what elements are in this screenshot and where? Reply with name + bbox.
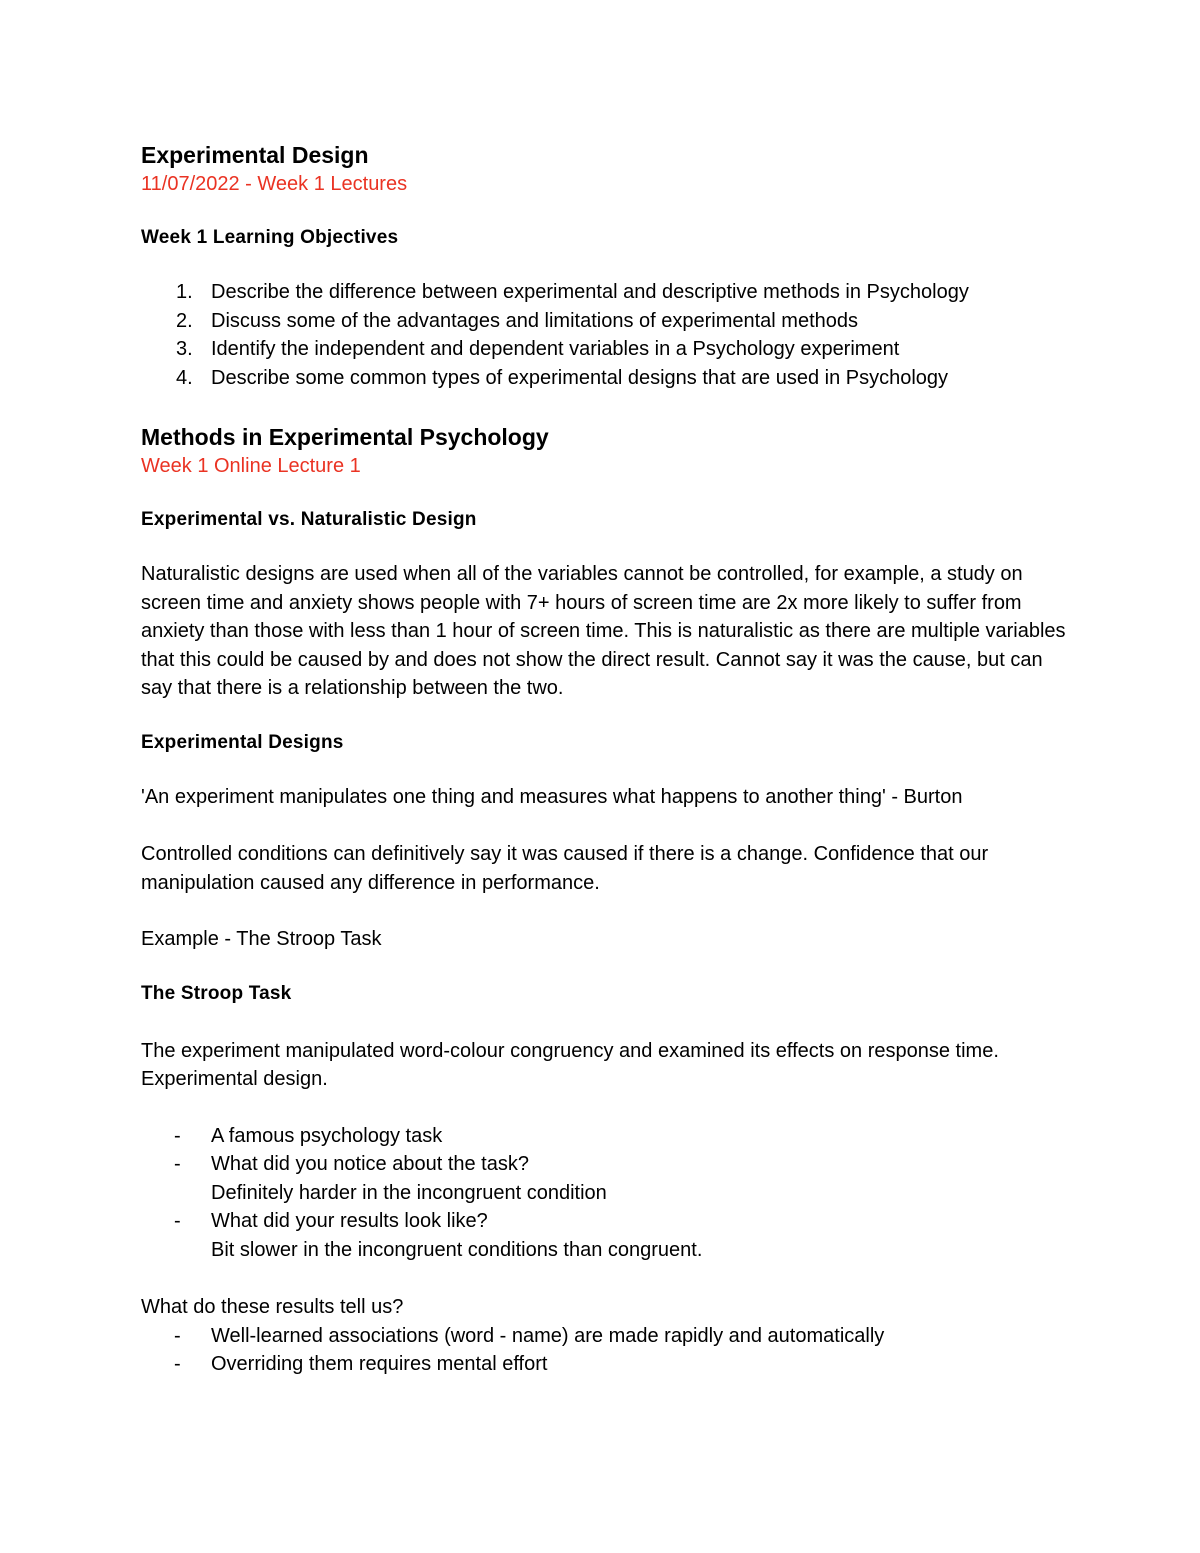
example-line: Example - The Stroop Task	[141, 928, 382, 950]
list-item	[141, 1207, 1071, 1264]
results-question: What do these results tell us?	[141, 1296, 404, 1318]
list-number: 1.	[176, 281, 193, 303]
bullet-dash: -	[174, 1324, 181, 1347]
document-title: Experimental Design	[141, 142, 369, 168]
list-text: Overriding them requires mental effort	[211, 1353, 548, 1375]
section-subtitle: Week 1 Online Lecture 1	[141, 455, 361, 477]
objectives-list	[141, 278, 1071, 392]
list-continuation: Bit slower in the incongruent conditions than congruent.	[211, 1238, 703, 1261]
bullet-dash: -	[174, 1153, 181, 1175]
date-line: 11/07/2022 - Week 1 Lectures	[141, 173, 408, 195]
list-number: 2.	[176, 309, 193, 332]
list-item	[141, 278, 1071, 307]
list-item	[141, 1350, 1071, 1379]
controlled-paragraph: Controlled conditions can definitively say it was caused if there is a change. Confidence that our manipulation caused any difference in performance.	[141, 843, 989, 894]
list-text: Describe some common types of experimental designs that are used in Psychology	[211, 366, 949, 389]
exp-designs-heading: Experimental Designs	[141, 731, 344, 753]
bullet-dash: -	[174, 1124, 181, 1147]
list-item	[141, 335, 1071, 364]
list-item	[141, 1150, 1071, 1207]
list-item	[141, 307, 1071, 336]
list-continuation: Definitely harder in the incongruent condition	[211, 1181, 607, 1204]
burton-quote: 'An experiment manipulates one thing and measures what happens to another thing' - Burton	[141, 785, 963, 808]
section-title: Methods in Experimental Psychology	[141, 424, 549, 450]
list-item	[141, 364, 1071, 393]
exp-vs-nat-heading: Experimental vs. Naturalistic Design	[141, 509, 477, 530]
list-text: A famous psychology task	[211, 1124, 443, 1147]
stroop-heading: The Stroop Task	[141, 982, 292, 1004]
naturalistic-paragraph: Naturalistic designs are used when all of the variables cannot be controlled, for example, a study on screen time and anxiety shows people with 7+ hours of screen time are 2x more likely to suffer from anxiety than those with less than 1 hour of screen time. This is naturalistic as there are multiple variables that this could be caused by and does not show the direct result. Cannot say it was the cause, but can say that there is a relationship between the two.	[141, 563, 1066, 699]
objectives-heading: Week 1 Learning Objectives	[141, 227, 399, 248]
list-text: Describe the difference between experimental and descriptive methods in Psychology	[211, 281, 969, 303]
bullet-dash: -	[174, 1353, 181, 1375]
list-text: Well-learned associations (word - name) are made rapidly and automatically	[211, 1324, 885, 1347]
list-item	[141, 1122, 1071, 1151]
bullet-dash: -	[174, 1210, 181, 1232]
list-number: 4.	[176, 366, 193, 389]
stroop-paragraph: The experiment manipulated word-colour congruency and examined its effects on response time. Experimental design.	[141, 1039, 999, 1090]
list-text: What did your results look like?	[211, 1210, 488, 1232]
list-text: Discuss some of the advantages and limitations of experimental methods	[211, 309, 859, 332]
results-bullets	[141, 1322, 1071, 1379]
list-text: Identify the independent and dependent variables in a Psychology experiment	[211, 338, 900, 360]
document-page	[141, 140, 1071, 1379]
list-number: 3.	[176, 338, 193, 360]
list-item	[141, 1322, 1071, 1351]
list-text: What did you notice about the task?	[211, 1153, 529, 1175]
stroop-bullets	[141, 1122, 1071, 1265]
